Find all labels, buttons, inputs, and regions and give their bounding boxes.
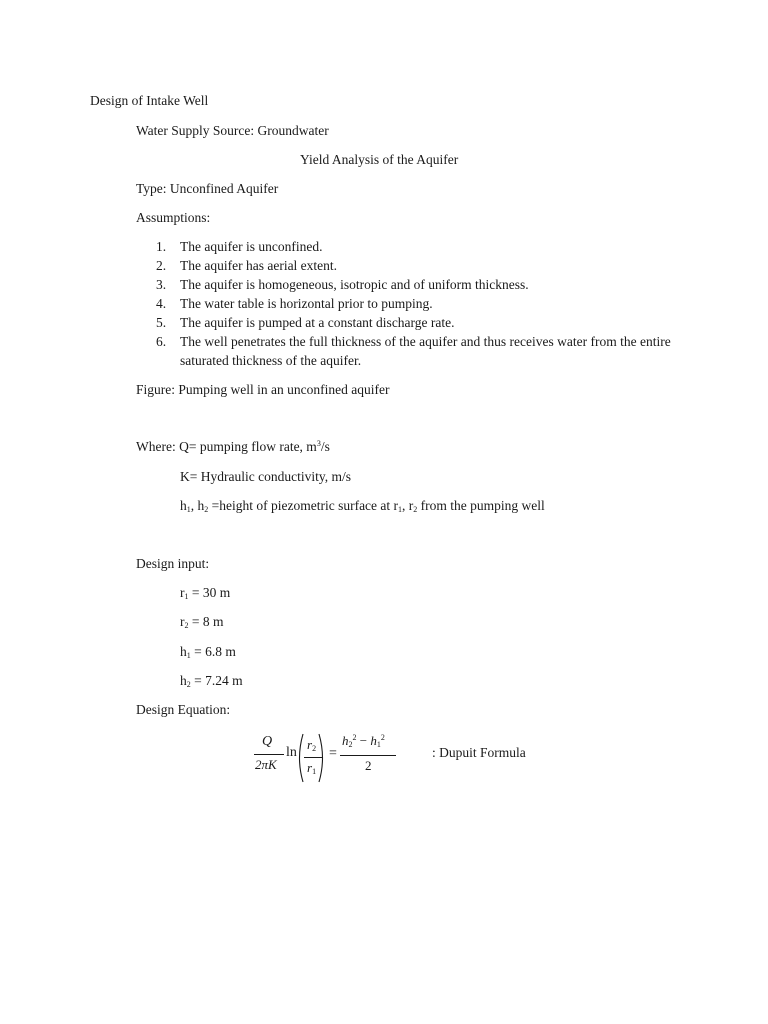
q-definition-text: Where: Q= pumping flow rate, m [136,439,317,454]
figure-caption: Figure: Pumping well in an unconfined aquifer [136,382,390,397]
assumption-number: 3. [156,277,167,292]
eq-r2 [307,737,316,753]
eq-minus: − [359,733,368,748]
assumption-text: The aquifer is pumped at a constant discharge rate. [180,315,455,330]
eq-h2-subscript: 2 [348,740,353,749]
assumption-text: The well penetrates the full thickness of the aquifer and thus receives water from the entire saturated thickness of the aquifer. [180,334,671,368]
h-separator: , h [190,498,205,513]
input-subscript: 2 [184,621,189,630]
input-symbol: r [180,585,185,600]
assumption-text: The aquifer is homogeneous, isotropic and of uniform thickness. [180,277,529,292]
input-subscript: 2 [186,680,191,689]
eq-r1-subscript: 1 [312,767,317,776]
design-equation-heading: Design Equation: [136,702,231,717]
assumption-item [156,294,696,313]
input-symbol: h [180,644,187,659]
design-input-heading: Design input: [136,556,210,571]
eq-fraction-bar-left [254,754,284,755]
assumptions-list [156,237,696,370]
eq-fraction-bar-ratio [304,757,322,758]
input-subscript: 1 [184,592,189,601]
r2-subscript: 2 [413,505,418,514]
eq-h2-symbol: h [342,733,349,748]
eq-2pik: 2πK [255,757,277,772]
eq-r1-symbol: r [307,760,313,775]
r1-subscript: 1 [398,505,403,514]
input-subscript: 1 [186,651,191,660]
assumptions-heading: Assumptions: [136,210,211,225]
input-value: = 6.8 m [190,644,236,659]
input-h1 [180,643,236,661]
eq-h1-superscript: 2 [380,733,385,742]
assumption-number: 6. [156,334,167,349]
eq-r2-subscript: 2 [312,744,317,753]
eq-denominator-two: 2 [365,758,372,773]
input-r2 [180,613,224,631]
eq-equals: = [329,746,337,761]
eq-h1-subscript: 1 [376,740,381,749]
document-title: Design of Intake Well [90,93,209,108]
input-h2 [180,672,243,690]
eq-h1-symbol: h [370,733,377,748]
assumption-text: The aquifer has aerial extent. [180,258,338,273]
assumption-item [156,237,696,256]
input-r1 [180,584,230,602]
assumption-number: 5. [156,315,167,330]
assumption-item [156,275,696,294]
assumption-number: 4. [156,296,167,311]
q-unit-suffix: /s [320,439,330,454]
input-value: = 7.24 m [190,673,243,688]
dupuit-equation [252,732,552,784]
assumption-text: The aquifer is unconfined. [180,239,323,254]
h-definition-suffix: from the pumping well [417,498,545,513]
h-definition-text: =height of piezometric surface at r [208,498,399,513]
where-k-definition: K= Hydraulic conductivity, m/s [180,469,351,484]
eq-h2-superscript: 2 [352,733,357,742]
h1-subscript: 1 [186,505,191,514]
assumption-item [156,313,696,332]
input-value: = 30 m [188,585,231,600]
assumption-item [156,256,696,275]
assumption-number: 1. [156,239,167,254]
eq-label: : Dupuit Formula [432,745,526,760]
r-separator: , r [402,498,414,513]
input-value: = 8 m [188,614,224,629]
eq-ln: ln [286,745,297,760]
eq-r1 [307,760,316,776]
input-symbol: r [180,614,185,629]
assumption-item [156,332,696,370]
eq-numerator [342,733,385,749]
assumption-text: The water table is horizontal prior to pumping. [180,296,433,311]
aquifer-type: Type: Unconfined Aquifer [136,181,279,196]
eq-q: Q [262,734,273,749]
where-h-definition [180,497,545,515]
eq-fraction-bar-right [340,755,396,756]
where-q-definition [136,438,330,456]
assumption-number: 2. [156,258,167,273]
h-symbol: h [180,498,187,513]
section-subtitle: Yield Analysis of the Aquifer [300,152,459,167]
q-unit-superscript: 3 [316,439,321,448]
h2-subscript: 2 [204,505,209,514]
input-symbol: h [180,673,187,688]
water-supply-source: Water Supply Source: Groundwater [136,123,329,138]
eq-r2-symbol: r [307,737,313,752]
